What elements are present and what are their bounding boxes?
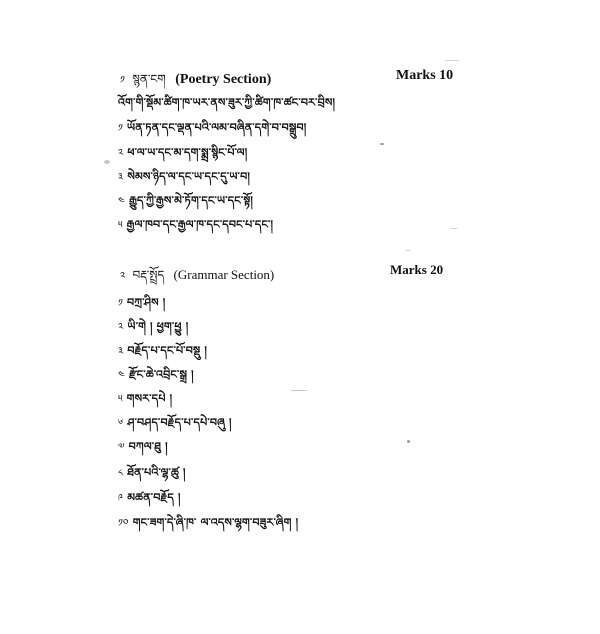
scan-speck	[407, 440, 410, 443]
scan-speck	[290, 390, 308, 391]
item-text: གསར་དཔེ །	[126, 392, 173, 405]
item-number: ༥	[118, 394, 123, 405]
item-text: རྒྱུད་ཀྱི་རྒྱས་མེ་ཏོག་དང་ཡ་དང་སྟོ།	[129, 194, 254, 207]
item-text: རྫོང་ཆེ་འབྲིང་སྒྲ །	[129, 368, 194, 381]
grammar-english-title: (Grammar Section)	[173, 267, 275, 282]
poetry-tibetan-title: སྙན་ངག	[132, 72, 166, 86]
item-number: ༩	[118, 493, 124, 504]
grammar-tibetan-title: བརྡ་སྤྲོད	[132, 268, 165, 282]
item-text: བརྗོད་པ་དང་པོ་བསྡུ །	[127, 344, 207, 357]
poetry-instructions: འོག་གི་སྡོམ་ཚིག་ཁ་ཡར་ནས་ཟུར་ཀྱི་ཚིག་ཁ་ཚང་བར་བྲིས།	[118, 96, 336, 109]
item-text: བཀལ་ཐུ །	[128, 440, 168, 453]
grammar-marks: Marks 20	[390, 262, 444, 277]
item-number: ༢	[118, 148, 124, 159]
item-number: ༧	[118, 442, 125, 453]
scan-speck	[444, 60, 460, 61]
item-text: ཡི་གེ ། ཕྱག་ཕྱུ །	[127, 320, 189, 333]
item-number: ༤	[118, 370, 126, 381]
item-number: ༡	[118, 298, 124, 309]
item-text: བཀྲ་ཤིས །	[127, 296, 166, 309]
item-number: ༣	[118, 172, 124, 183]
poetry-english-title: (Poetry Section)	[175, 72, 272, 87]
item-text: ཐོན་པའི་ལྷ་ཚུ །	[127, 466, 186, 479]
item-number: ༤	[118, 196, 126, 207]
item-text: རྒྱལ་ཁབ་དང་རྒྱལ་ཁ་དང་དབང་པ་དང་།	[126, 218, 274, 231]
item-number: ༦	[118, 418, 124, 429]
item-number: ༢	[118, 322, 124, 333]
item-number: ༣	[118, 346, 124, 357]
item-text: མཚན་བརྗོད །	[127, 491, 181, 504]
item-number: ༡	[118, 123, 124, 134]
item-number: ༨	[118, 468, 124, 479]
poetry-item-5	[118, 212, 273, 243]
item-text: ཤ་བཤད་བརྗོད་པ་དཔེ་བཞུ །	[127, 416, 232, 429]
scan-speck	[380, 143, 384, 145]
poetry-section-number: ༡	[120, 75, 125, 86]
item-text: སེམས་ཉིད་ལ་དང་ཡ་དང་དུ་ཡ་བ།	[127, 170, 250, 183]
grammar-section-number: ༢	[120, 271, 126, 282]
scan-speck	[450, 228, 458, 229]
item-number: ༡༠	[118, 518, 129, 529]
poetry-marks: Marks 10	[396, 68, 454, 83]
item-text: ཡོན་ཏན་དང་ལྡན་པའི་ལམ་བཞིན་དགེ་བ་བསྒྲུབ།	[127, 121, 307, 134]
scan-speck	[104, 160, 110, 164]
item-text: ཕ་ལ་ཡ་དང་མ་དག་སྨྲ་སྙིང་པོ་ལ།	[127, 146, 248, 159]
item-number: ༥	[118, 220, 123, 231]
item-text: གང་ཟག་དེ་ཞི་ཁ་ ལ་འདས་ལྷག་བཟུར་ཞིག །	[132, 516, 299, 529]
grammar-item-10	[118, 510, 298, 541]
scan-speck	[405, 250, 411, 251]
